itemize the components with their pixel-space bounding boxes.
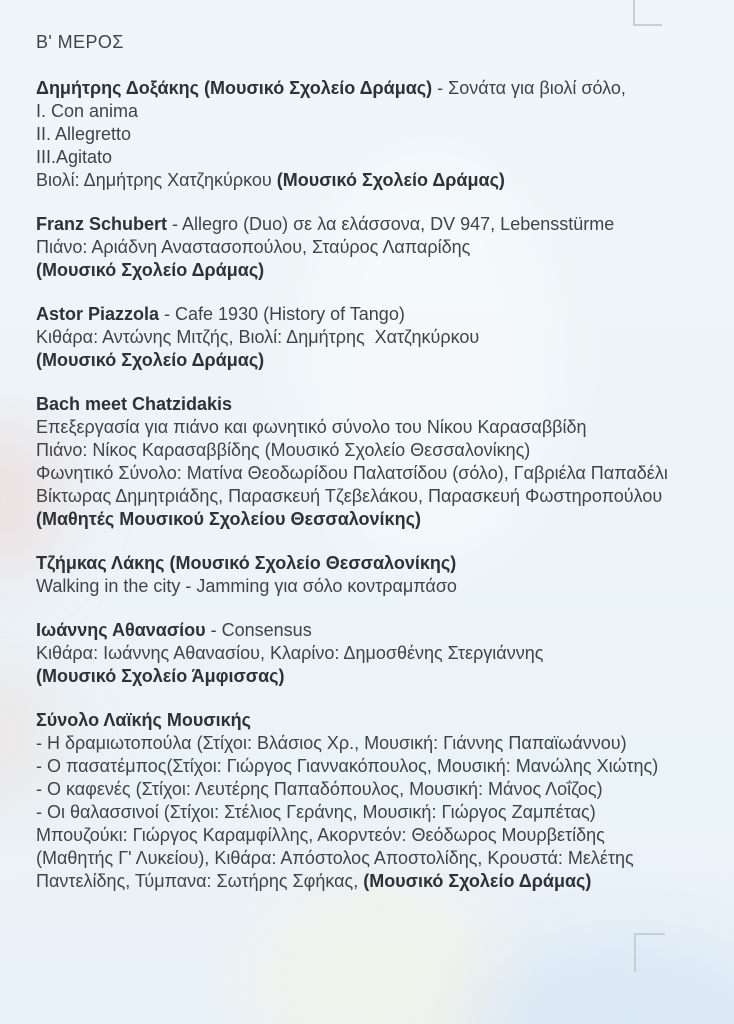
program-line	[36, 847, 708, 870]
program-line	[36, 870, 708, 893]
program-line	[36, 801, 708, 824]
text-run: Πιάνο: Αριάδνη Αναστασοπούλου, Σταύρος Λαπαρίδης	[36, 237, 471, 257]
program-sections	[36, 77, 708, 914]
crop-corner-mark-top-right	[633, 0, 662, 26]
text-run: Κιθάρα: Αντώνης Μιτζής, Βιολί: Δημήτρης Χατζηκύρκου	[36, 327, 480, 347]
bold-text-run: (Μουσικό Σχολείο Δράμας)	[363, 871, 592, 891]
program-section	[36, 77, 708, 192]
text-run: - Cafe 1930 (History of Tango)	[159, 304, 405, 324]
text-run: - Οι θαλασσινοί (Στίχοι: Στέλιος Γεράνης, Μουσική: Γιώργος Ζαμπέτας)	[36, 802, 596, 822]
program-line	[36, 213, 708, 236]
program-section	[36, 619, 708, 688]
text-run: Μπουζούκι: Γιώργος Καραμφίλλης, Ακορντεόν: Θεόδωρος Μουρβετίδης	[36, 825, 605, 845]
program-line	[36, 259, 708, 282]
program-line	[36, 349, 708, 372]
text-run: I. Con anima	[36, 101, 139, 121]
bold-text-run: Franz Schubert	[36, 214, 168, 234]
program-line	[36, 619, 708, 642]
text-run: Κιθάρα: Ιωάννης Αθανασίου, Κλαρίνο: Δημοσθένης Στεργιάννης	[36, 643, 544, 663]
bold-text-run: (Μαθητές Μουσικού Σχολείου Θεσσαλονίκης)	[36, 509, 421, 529]
program-line	[36, 77, 708, 100]
program-section	[36, 393, 708, 531]
bold-text-run: (Μουσικό Σχολείο Άμφισσας)	[36, 666, 285, 686]
text-run: II. Allegretto	[36, 124, 132, 144]
program-line	[36, 303, 708, 326]
text-run: Επεξεργασία για πιάνο και φωνητικό σύνολο του Νίκου Καρασαββίδη	[36, 417, 587, 437]
program-line	[36, 169, 708, 192]
text-run: - Ο πασατέμπος(Στίχοι: Γιώργος Γιαννακόπουλος, Μουσική: Μανώλης Χιώτης)	[36, 756, 659, 776]
bold-text-run: (Μουσικό Σχολείο Δράμας)	[36, 350, 265, 370]
program-line	[36, 485, 708, 508]
text-run: - Consensus	[205, 620, 312, 640]
bold-text-run: Σύνολο Λαϊκής Μουσικής	[36, 710, 252, 730]
text-run: - Ο καφενές (Στίχοι: Λευτέρης Παπαδόπουλος, Μουσική: Μάνος Λοΐζος)	[36, 779, 603, 799]
text-run: Παντελίδης, Τύμπανα: Σωτήρης Σφήκας,	[36, 871, 364, 891]
program-line	[36, 439, 708, 462]
program-line	[36, 552, 708, 575]
program-section	[36, 213, 708, 282]
page-title: Β' ΜΕΡΟΣ	[36, 32, 124, 52]
bold-text-run: Bach meet Chatzidakis	[36, 394, 233, 414]
program-line	[36, 709, 708, 732]
program-section	[36, 303, 708, 372]
program-line	[36, 123, 708, 146]
text-run: Walking in the city - Jamming για σόλο κοντραμπάσο	[36, 576, 457, 596]
program-line	[36, 326, 708, 349]
program-line	[36, 393, 708, 416]
program-line	[36, 146, 708, 169]
text-run: Φωνητικό Σύνολο: Ματίνα Θεοδωρίδου Παλατσίδου (σόλο), Γαβριέλα Παπαδέλι	[36, 463, 668, 483]
text-run: (Μαθητής Γ' Λυκείου), Κιθάρα: Απόστολος Αποστολίδης, Κρουστά: Μελέτης	[36, 848, 634, 868]
text-run: - Σονάτα για βιολί σόλο,	[432, 78, 626, 98]
background-wash	[470, 930, 734, 1024]
bold-text-run: Τζήμκας Λάκης (Μουσικό Σχολείο Θεσσαλονίκης)	[36, 553, 457, 573]
program-line	[36, 732, 708, 755]
program-line	[36, 508, 708, 531]
bold-text-run: Δημήτρης Δοξάκης (Μουσικό Σχολείο Δράμας)	[36, 78, 433, 98]
bold-text-run: (Μουσικό Σχολείο Δράμας)	[276, 170, 505, 190]
text-run: - Η δραμιωτοπούλα (Στίχοι: Βλάσιος Χρ., Μουσική: Γιάννης Παπαϊωάννου)	[36, 733, 627, 753]
program-line	[36, 416, 708, 439]
text-run: Πιάνο: Νίκος Καρασαββίδης (Μουσικό Σχολείο Θεσσαλονίκης)	[36, 440, 531, 460]
program-line	[36, 236, 708, 259]
bold-text-run: (Μουσικό Σχολείο Δράμας)	[36, 260, 265, 280]
program-section	[36, 552, 708, 598]
text-run: Βιολί: Δημήτρης Χατζηκύρκου	[36, 170, 277, 190]
program-line	[36, 642, 708, 665]
bold-text-run: Ιωάννης Αθανασίου	[36, 620, 206, 640]
program-line	[36, 575, 708, 598]
program-line	[36, 100, 708, 123]
program-line	[36, 778, 708, 801]
text-run: - Allegro (Duo) σε λα ελάσσονα, DV 947, Lebensstürme	[167, 214, 615, 234]
program-line	[36, 755, 708, 778]
text-run: Βίκτωρας Δημητριάδης, Παρασκευή Τζεβελάκου, Παρασκευή Φωστηροπούλου	[36, 486, 663, 506]
bold-text-run: Astor Piazzola	[36, 304, 160, 324]
program-section	[36, 709, 708, 893]
program-line	[36, 462, 708, 485]
text-run: III.Agitato	[36, 147, 113, 167]
crop-corner-mark-bottom-right	[634, 933, 665, 972]
program-line	[36, 665, 708, 688]
program-line	[36, 824, 708, 847]
